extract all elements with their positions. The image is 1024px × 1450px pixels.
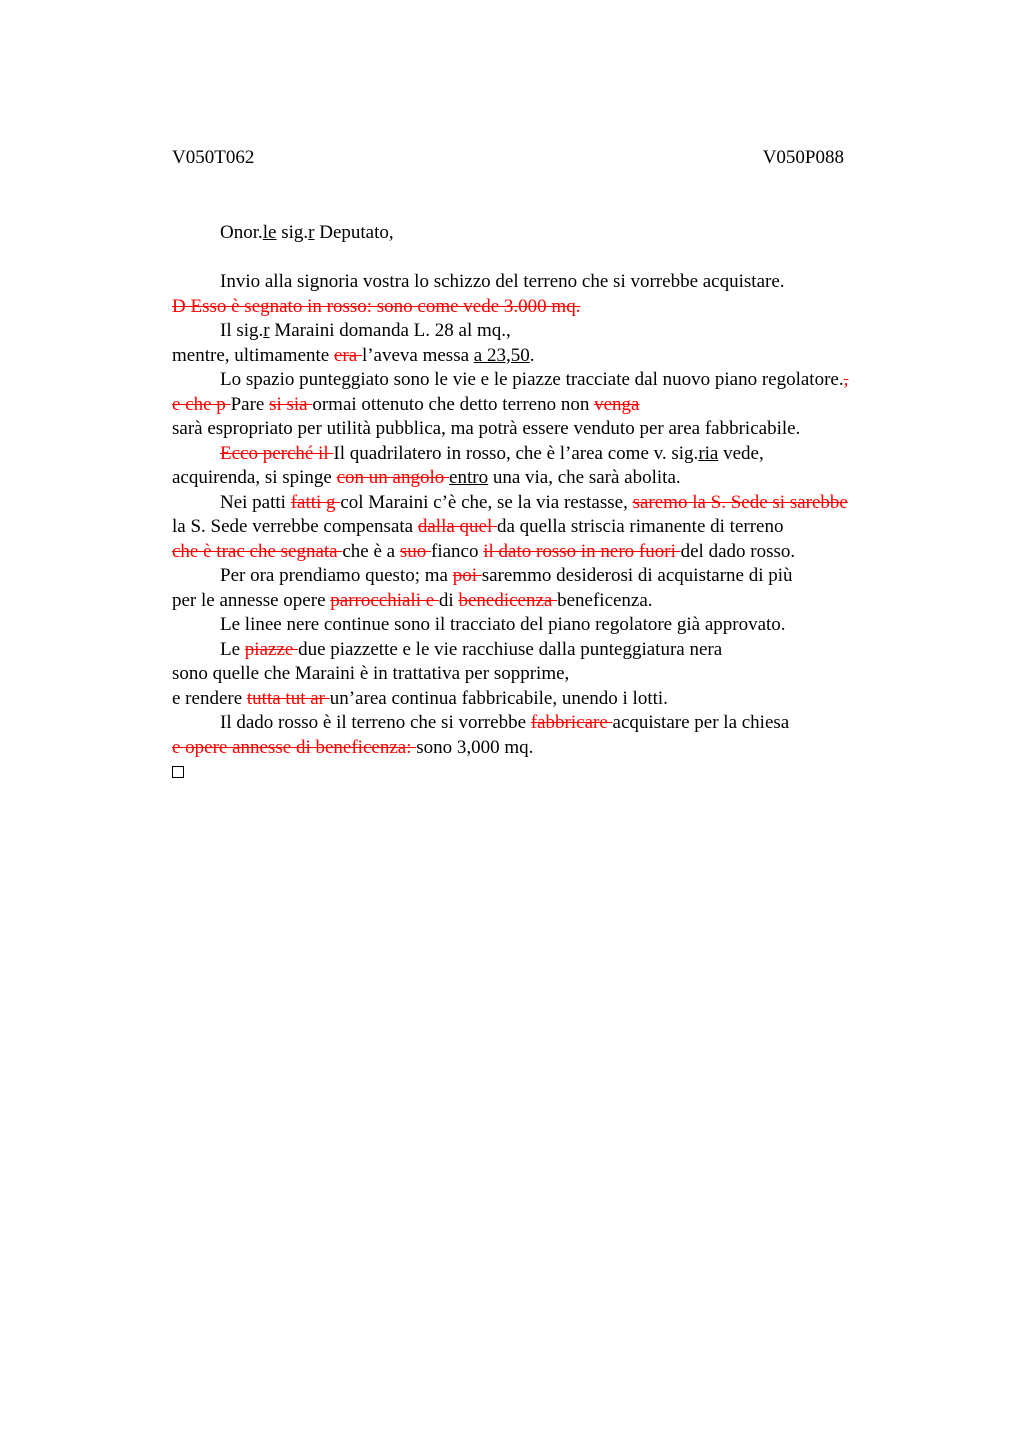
- text-line: [172, 417, 872, 442]
- text-line: [172, 687, 872, 712]
- left-document-code: V050T062: [172, 147, 255, 168]
- text-segment: da quella striscia rimanente di terreno: [497, 516, 784, 537]
- right-document-code: V050P088: [762, 147, 844, 168]
- text-line: [172, 442, 872, 467]
- text-line: [172, 711, 872, 736]
- underlined-text: ria: [698, 442, 719, 464]
- text-segment: di: [438, 589, 459, 611]
- salutation-text: Deputato,: [314, 222, 394, 243]
- deleted-text: fatti g: [290, 491, 341, 513]
- text-segment: fianco: [431, 540, 484, 562]
- text-segment: ormai ottenuto che detto terreno non: [312, 393, 595, 415]
- deleted-text: parrocchiali e: [330, 589, 439, 611]
- text-segment: Le: [220, 638, 245, 660]
- deleted-text: si sia: [269, 393, 313, 415]
- text-line: [172, 515, 872, 540]
- text-line: [172, 491, 872, 516]
- text-segment: Il sig.: [220, 320, 264, 341]
- text-segment: sarà espropriato per utilità pubblica, ma potrà essere venduto per area fabbricabile.: [172, 418, 801, 439]
- text-segment: Il quadrilatero in rosso, che è l’area come v. sig.: [333, 442, 699, 464]
- text-segment: la S. Sede verrebbe compensata: [172, 516, 418, 537]
- text-segment: sono quelle che Maraini è in trattativa per sopprime,: [172, 663, 570, 684]
- deleted-text: era: [333, 344, 362, 366]
- text-line: [172, 662, 872, 687]
- text-segment: del dado rosso.: [680, 540, 796, 562]
- text-segment: e rendere: [172, 687, 247, 709]
- text-line: [172, 589, 872, 614]
- text-line: [172, 295, 872, 320]
- text-segment: che è a: [342, 540, 400, 562]
- salutation-text: Onor.: [220, 222, 263, 243]
- text-segment: vede,: [718, 442, 764, 464]
- deleted-text: venga: [594, 393, 640, 415]
- text-segment: per le annesse opere: [172, 589, 331, 611]
- deleted-text: Ecco perché il: [220, 442, 334, 464]
- text-line: [172, 344, 872, 369]
- text-line: [172, 319, 872, 344]
- text-line: [172, 540, 872, 565]
- text-segment: Il dado rosso è il terreno che si vorrebbe: [220, 712, 531, 733]
- text-segment: una via, che sarà abolita.: [488, 467, 681, 488]
- text-line: [172, 638, 872, 663]
- deleted-text: con un angolo: [336, 467, 450, 488]
- paragraph-gap: [172, 246, 872, 271]
- text-segment: Pare: [230, 393, 270, 415]
- salutation-text: sig.: [276, 222, 309, 243]
- deleted-text: e che p: [172, 393, 231, 415]
- deleted-text: ,: [843, 369, 849, 390]
- text-segment: .: [529, 344, 535, 366]
- text-segment: mentre, ultimamente: [172, 344, 334, 366]
- text-line: [172, 393, 872, 418]
- text-line: [172, 368, 872, 393]
- underlined-text: entro: [449, 467, 489, 488]
- text-segment: un’area continua fabbricabile, unendo i lotti.: [329, 687, 668, 709]
- text-line: [172, 270, 872, 295]
- salutation-abbrev-underlined: le: [262, 222, 277, 243]
- text-segment: Lo spazio punteggiato sono le vie e le piazze tracciate dal nuovo piano regolatore.: [220, 369, 844, 390]
- text-segment: acquistare per la chiesa: [612, 712, 790, 733]
- text-segment: sono 3,000 mq.: [416, 736, 534, 758]
- deleted-text: il dato rosso in nero fuori: [483, 540, 681, 562]
- deleted-text: fabbricare: [530, 712, 613, 733]
- text-segment: col Maraini c’è che, se la via restasse,: [340, 491, 633, 513]
- text-segment: due piazzette e le vie racchiuse dalla punteggiatura nera: [298, 638, 723, 660]
- letter-body: [172, 221, 872, 785]
- text-segment: saremmo desiderosi di acquistarne di più: [481, 565, 793, 586]
- deleted-text: tutta tut ar: [246, 687, 330, 709]
- text-line: [172, 736, 872, 761]
- text-segment: Per ora prendiamo questo; ma: [220, 565, 453, 586]
- end-of-document-box-icon: [172, 766, 184, 778]
- deleted-text: piazze: [244, 638, 299, 660]
- underlined-text: r: [263, 320, 270, 341]
- deleted-text: poi: [452, 565, 482, 586]
- text-line: [172, 613, 872, 638]
- text-segment: Maraini domanda L. 28 al mq.,: [269, 320, 511, 341]
- salutation: [172, 221, 872, 246]
- deleted-text: suo: [399, 540, 432, 562]
- text-line: [172, 564, 872, 589]
- text-segment: Nei patti: [220, 491, 291, 513]
- deleted-text: che è trac che segnata: [172, 540, 343, 562]
- salutation-abbrev-underlined: r: [308, 222, 315, 243]
- text-segment: l’aveva messa: [361, 344, 474, 366]
- deleted-text: dalla quel: [417, 516, 497, 537]
- end-marker-line: [172, 760, 872, 785]
- deleted-text: saremo la S. Sede si sarebbe: [632, 491, 848, 513]
- text-segment: beneficenza.: [557, 589, 653, 611]
- underlined-text: a 23,50: [473, 344, 530, 366]
- text-line: [172, 466, 872, 491]
- deleted-text: D Esso è segnato in rosso: sono come vede 3.000 mq.: [172, 295, 581, 317]
- text-segment: acquirenda, si spinge: [172, 467, 337, 488]
- text-segment: Invio alla signoria vostra lo schizzo del terreno che si vorrebbe acquistare.: [220, 271, 785, 292]
- deleted-text: e opere annesse di beneficenza:: [172, 736, 417, 758]
- deleted-text: benedicenza: [458, 589, 558, 611]
- text-segment: Le linee nere continue sono il tracciato del piano regolatore già approvato.: [220, 614, 786, 635]
